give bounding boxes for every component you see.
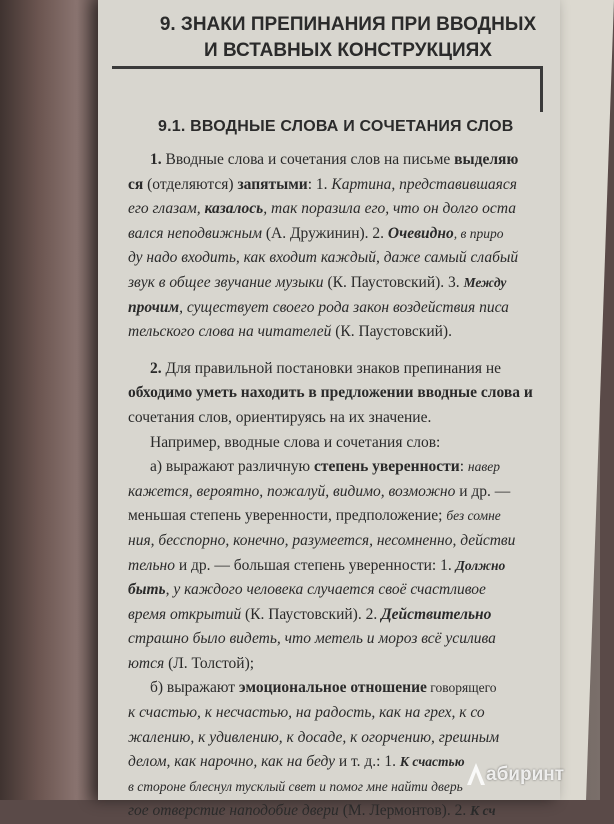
list-item-b-line: жалению, к удивлению, к досаде, к огорчению, грешным	[128, 728, 500, 746]
chapter-title-line-2: И ВСТАВНЫХ КОНСТРУКЦИЯХ	[204, 40, 492, 61]
paragraph-1-line: тельского слова на читателей (К. Паустовский).	[128, 323, 452, 341]
list-item-b-line: делом, как нарочно, как на беду и т. д.: 1. К счастью	[128, 753, 465, 771]
list-item-b-line: в стороне блеснул тусклый свет и помог мне найти дверь	[128, 778, 463, 794]
paragraph-1-line: прочим, существует своего рода закон воздействия писа	[128, 298, 509, 316]
paragraph-2-line: обходимо уметь находить в предложении вводные слова и	[128, 384, 533, 402]
paragraph-1-line: 1. Вводные слова и сочетания слов на письме выделяю	[150, 151, 519, 168]
title-side-rule	[540, 66, 543, 112]
list-item-b-line: б) выражают эмоциональное отношение говорящего	[150, 679, 497, 697]
background-left	[0, 0, 110, 800]
list-item-a-line: тельно и др. — большая степень уверенности: 1. Должно	[128, 556, 506, 574]
list-item-a-line: а) выражают различную степень уверенности: навер	[150, 458, 500, 476]
book-page	[98, 0, 565, 820]
list-item-b-line: к счастью, к несчастью, на радость, как на грех, к со	[128, 704, 485, 722]
paragraph-1-line: звук в общее звучание музыки (К. Паустовский). 3. Между	[128, 273, 507, 291]
list-item-a-line: ния, бесспорно, конечно, разумеется, несомненно, действи	[128, 531, 516, 549]
list-item-a-line: страшно было видеть, что метель и мороз всё усилива	[128, 630, 496, 648]
paragraph-1-line: ся (отделяются) запятыми: 1. Картина, представившаяся	[128, 175, 517, 193]
list-item-a-line: меньшая степень уверенности, предположение; без сомне	[128, 507, 501, 525]
title-underline-rule	[112, 66, 542, 69]
paragraph-2-line: 2. Для правильной постановки знаков препинания не	[150, 359, 502, 377]
list-item-a-line: кажется, вероятно, пожалуй, видимо, возможно и др. —	[128, 482, 511, 500]
section-title: 9.1. ВВОДНЫЕ СЛОВА И СОЧЕТАНИЯ СЛОВ	[158, 118, 514, 135]
list-item-b-line: гое отверстие наподобие двери (М. Лермонтов). 2. К сч	[128, 802, 496, 820]
paragraph-2-line: Например, вводные слова и сочетания слов:	[150, 433, 441, 451]
paragraph-2-line: сочетания слов, ориентируясь на их значение.	[128, 408, 432, 426]
list-item-a-line: быть, у каждого человека случается своё счастливое	[128, 581, 486, 599]
paragraph-1-line: ду надо входить, как входит каждый, даже самый слабый	[128, 249, 519, 267]
list-item-a-line: ются (Л. Толстой);	[128, 654, 255, 672]
paragraph-1-line: его глазам, казалось, так поразила его, что он долго оста	[128, 200, 516, 218]
chapter-title	[138, 12, 558, 64]
body-text	[128, 140, 568, 824]
labirint-logo-icon	[466, 762, 486, 786]
list-item-a-line: время открытий (К. Паустовский). 2. Действительно	[128, 605, 492, 623]
chapter-title-line-1: 9. ЗНАКИ ПРЕПИНАНИЯ ПРИ ВВОДНЫХ	[159, 14, 537, 35]
paragraph-1-line: вался неподвижным (А. Дружинин). 2. Очевидно, в приро	[128, 224, 504, 242]
watermark-text: абиринт	[486, 764, 565, 785]
